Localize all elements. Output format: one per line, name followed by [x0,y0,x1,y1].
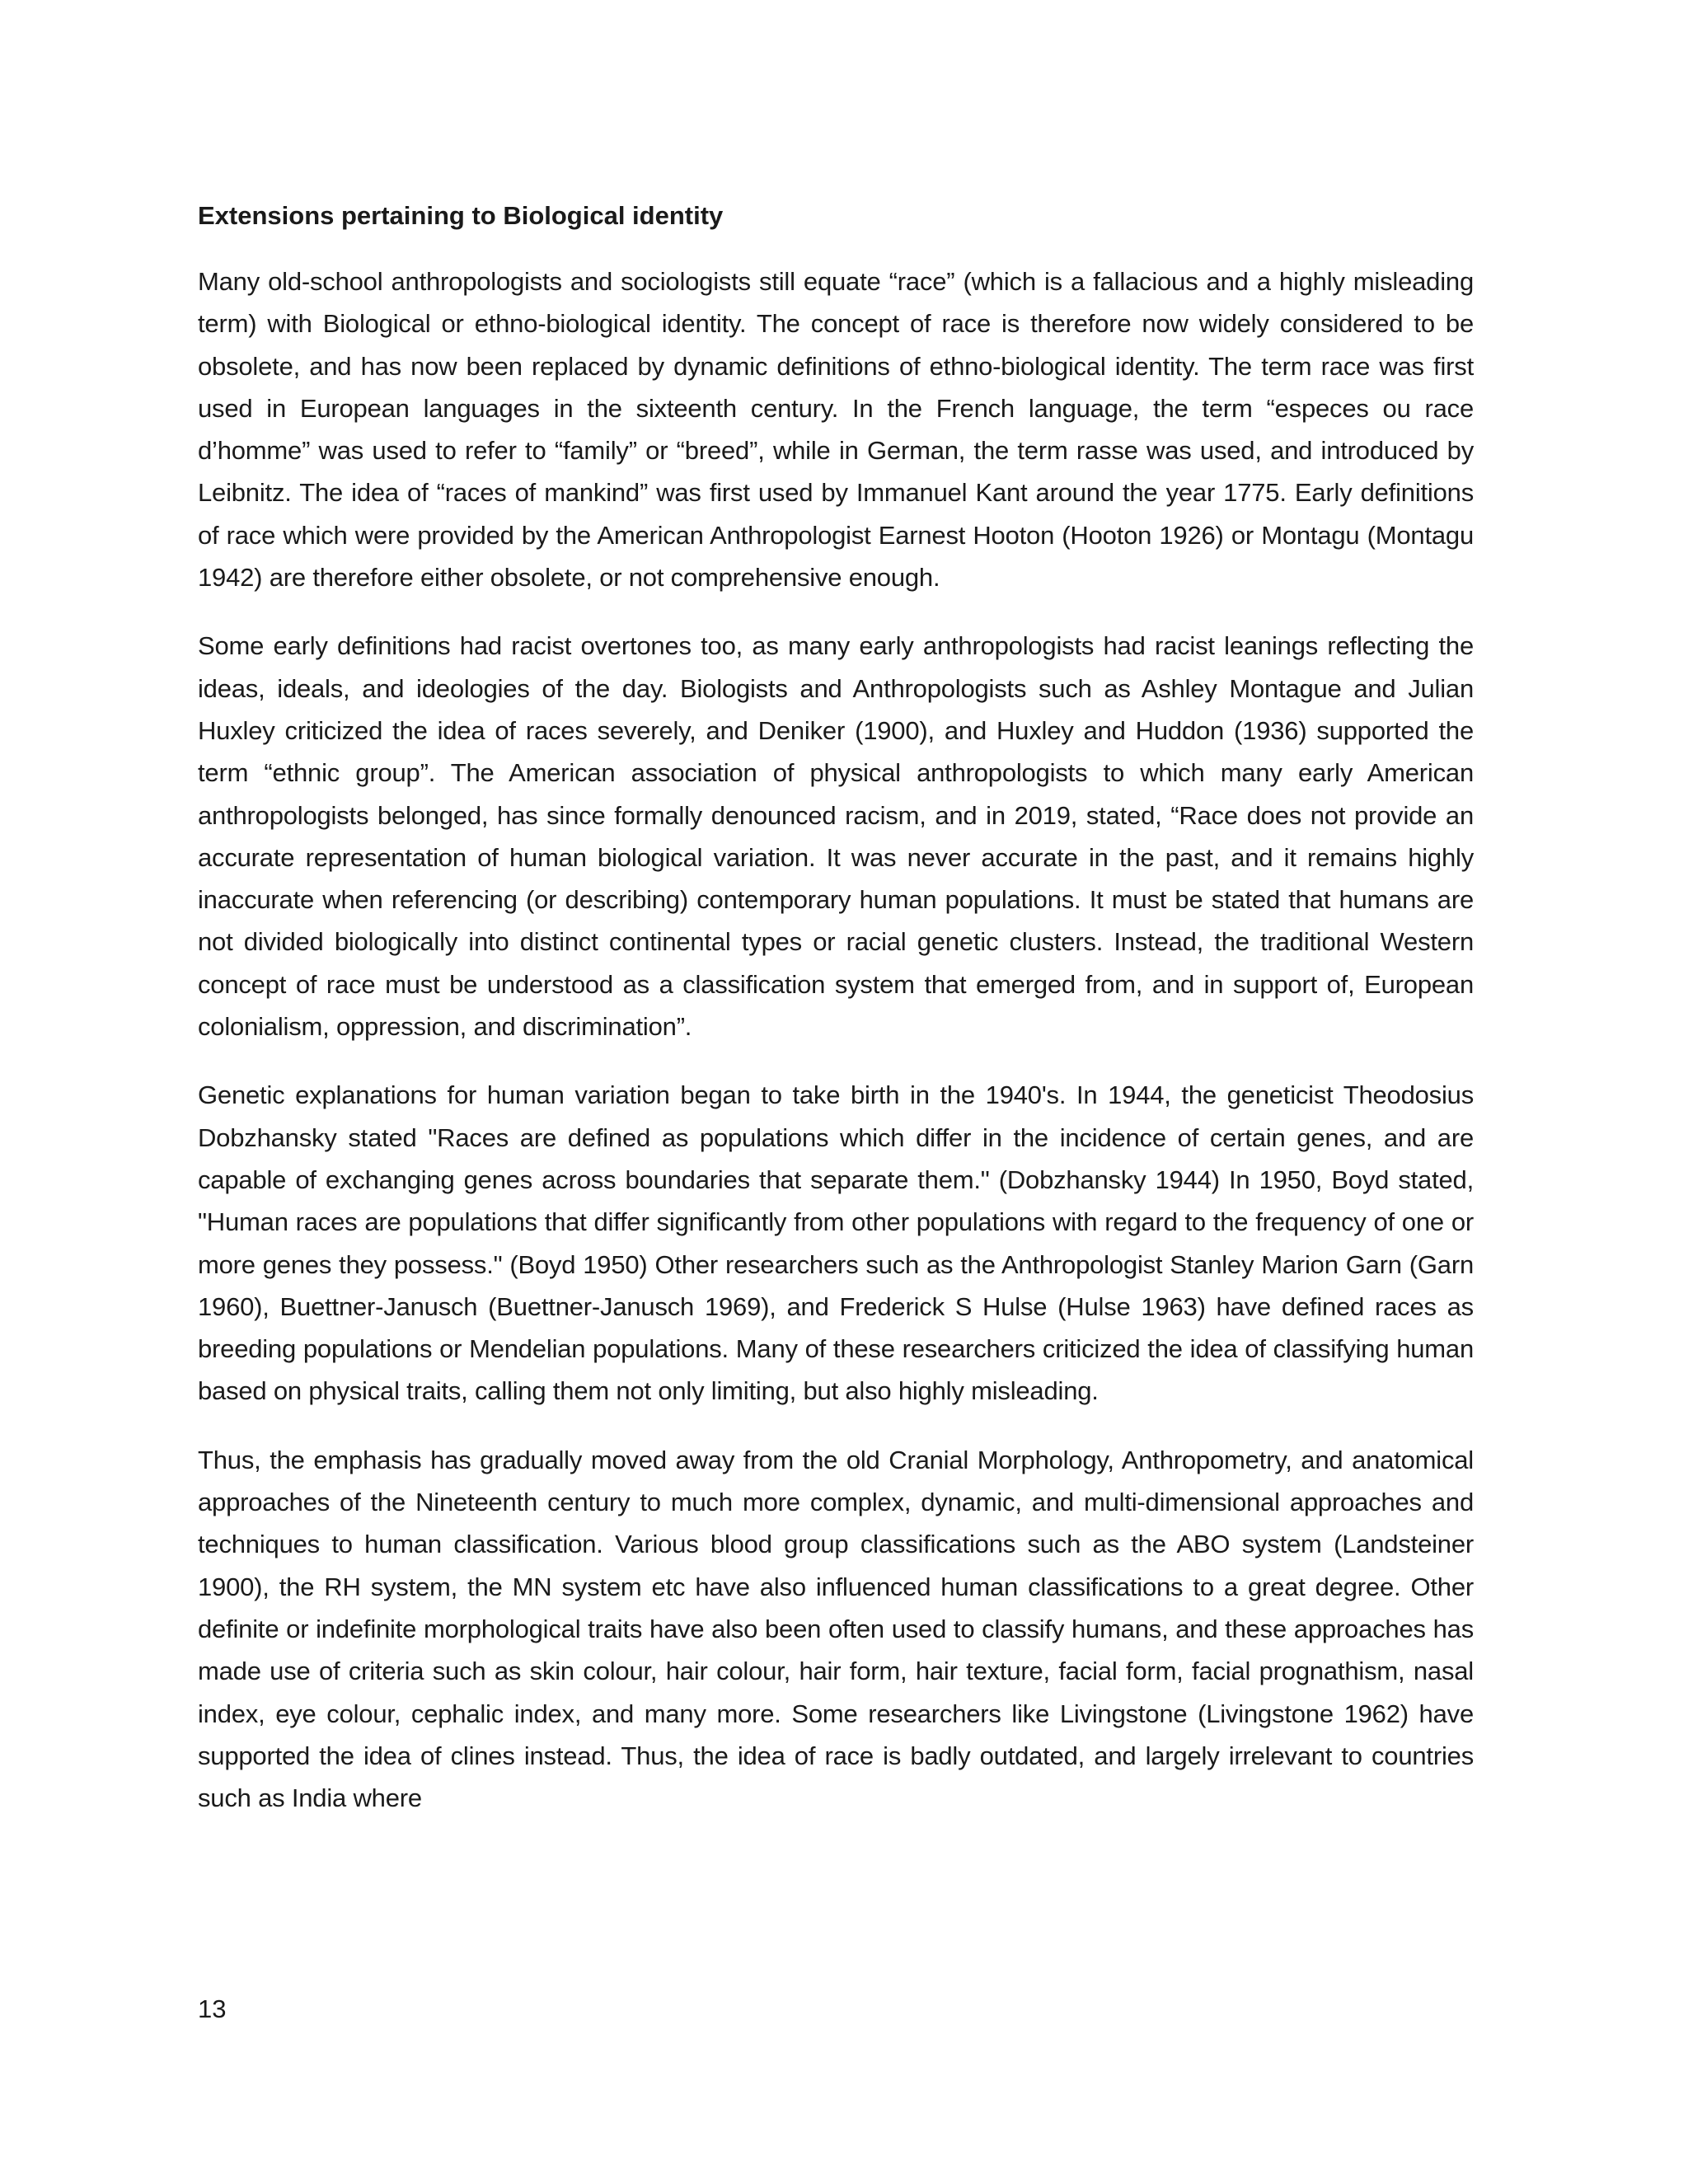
paragraph-4: Thus, the emphasis has gradually moved away from the old Cranial Morphology, Anthropometry, and anatomical approaches of the Nineteenth century to much more complex, dynamic, and multi-dimensional approaches and techniques to human classification. Various blood group classifications such as the ABO system (Landsteiner 1900), the RH system, the MN system etc have also influenced human classifications to a great degree. Other definite or indefinite morphological traits have also been often used to classify humans, and these approaches has made use of criteria such as skin colour, hair colour, hair form, hair texture, facial form, facial prognathism, nasal index, eye colour, cephalic index, and many more. Some researchers like Livingstone (Livingstone 1962) have supported the idea of clines instead. Thus, the idea of race is badly outdated, and largely irrelevant to countries such as India where [198,1445,1474,1813]
page-content [198,199,1474,1845]
paragraph-1: Many old-school anthropologists and sociologists still equate “race” (which is a fallacious and a highly misleading term) with Biological or ethno-biological identity. The concept of race is therefore now widely considered to be obsolete, and has now been replaced by dynamic definitions of ethno-biological identity. The term race was first used in European languages in the sixteenth century. In the French language, the term “especes ou race d’homme” was used to refer to “family” or “breed”, while in German, the term rasse was used, and introduced by Leibnitz. The idea of “races of mankind” was first used by Immanuel Kant around the year 1775. Early definitions of race which were provided by the American Anthropologist Earnest Hooton (Hooton 1926) or Montagu (Montagu 1942) are therefore either obsolete, or not comprehensive enough. [198,267,1474,593]
page-number: 13 [198,1994,227,2023]
paragraph-2: Some early definitions had racist overtones too, as many early anthropologists had racist leanings reflecting the ideas, ideals, and ideologies of the day. Biologists and Anthropologists such as Ashley Montague and Julian Huxley criticized the idea of races severely, and Deniker (1900), and Huxley and Huddon (1936) supported the term “ethnic group”. The American association of physical anthropologists to which many early American anthropologists belonged, has since formally denounced racism, and in 2019, stated, “Race does not provide an accurate representation of human biological variation. It was never accurate in the past, and it remains highly inaccurate when referencing (or describing) contemporary human populations. It must be stated that humans are not divided biologically into distinct continental types or racial genetic clusters. Instead, the traditional Western concept of race must be understood as a classification system that emerged from, and in support of, European colonialism, oppression, and discrimination”. [198,631,1474,1042]
section-heading: Extensions pertaining to Biological identity [198,201,724,230]
paragraph-3: Genetic explanations for human variation began to take birth in the 1940's. In 1944, the geneticist Theodosius Dobzhansky stated "Races are defined as populations which differ in the incidence of certain genes, and are capable of exchanging genes across boundaries that separate them." (Dobzhansky 1944) In 1950, Boyd stated, "Human races are populations that differ significantly from other populations with regard to the frequency of one or more genes they possess." (Boyd 1950) Other researchers such as the Anthropologist Stanley Marion Garn (Garn 1960), Buettner-Janusch (Buettner-Janusch 1969), and Frederick S Hulse (Hulse 1963) have defined races as breeding populations or Mendelian populations. Many of these researchers criticized the idea of classifying human based on physical traits, calling them not only limiting, but also highly misleading. [198,1080,1474,1406]
